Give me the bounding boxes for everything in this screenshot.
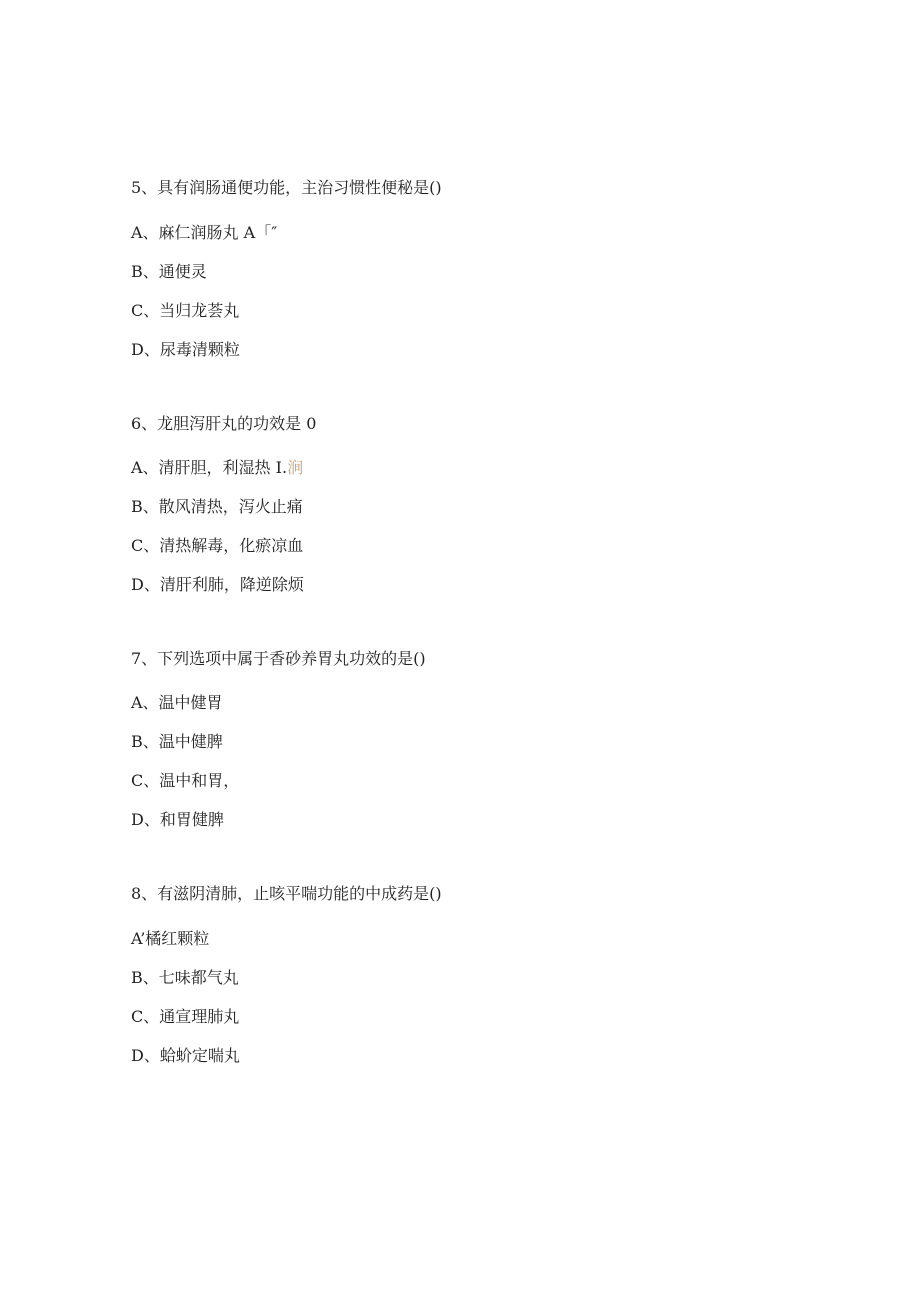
question-stem: 8、有滋阴清肺，止咳平喘功能的中成药是() [131,884,442,903]
option-b: B、通便灵 [131,262,207,281]
question-stem: 7、下列选项中属于香砂养胃丸功效的是() [131,649,426,668]
option-d: D、蛤蚧定喘丸 [131,1046,240,1065]
option-a: A、温中健胃 [131,693,223,712]
question-stem: 6、龙胆泻肝丸的功效是 0 [131,414,317,433]
option-c: C、温中和胃， [131,771,240,790]
option-b: B、散风清热，泻火止痛 [131,497,303,516]
option-c: C、通宣理肺丸 [131,1007,240,1026]
option-a-row [131,458,303,478]
option-a: A’橘红颗粒 [131,929,210,948]
option-a: A、麻仁润肠丸 A「″ [131,223,278,242]
option-d: D、和胃健脾 [131,810,224,829]
option-b: B、七味都气丸 [131,968,239,987]
option-d: D、清肝利肺，降逆除烦 [131,575,304,594]
question-stem: 5、具有润肠通便功能，主治习惯性便秘是() [131,178,442,197]
option-b: B、温中健脾 [131,732,223,751]
option-c: C、当归龙荟丸 [131,301,240,320]
option-c: C、清热解毒，化瘀凉血 [131,536,304,555]
option-a: A、清肝胆，利湿热 I. [131,458,288,477]
option-a-mark: 涧 [287,458,304,477]
option-d: D、尿毒清颗粒 [131,340,240,359]
